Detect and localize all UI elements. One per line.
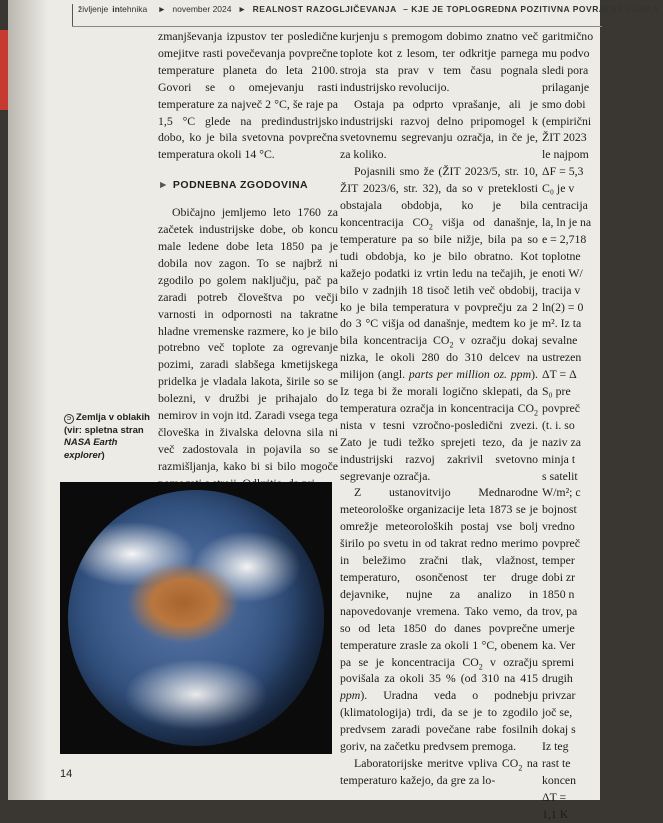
column-3-line: ΔT = Δ — [542, 367, 577, 382]
column-3-line: bojnost — [542, 502, 577, 517]
column-3-line: garitmično — [542, 29, 594, 43]
column-3-line: dokaj s — [542, 722, 576, 737]
column-3-line: koncen — [542, 772, 577, 787]
text-run: nista v tesni vzročno-posledični zvezi. Zato je tudi težko sprejeti tezo, da je industrijski razvoj zakrivil svetovno segrevanje ozračja. — [340, 417, 538, 483]
column-3-line: (empirični — [542, 113, 592, 128]
column-3-line: (t. i. so — [542, 417, 575, 432]
text-run: na temperaturo kažejo, da gre za lo- — [340, 755, 538, 787]
subscript: 2 — [518, 763, 523, 773]
magazine-name — [78, 4, 151, 14]
column-3-line: rast te — [542, 755, 571, 770]
column-3-line: minja t — [542, 451, 576, 466]
column-3-line: C₀ je v — [542, 181, 575, 196]
column-3-line: le najpom — [542, 147, 589, 162]
column-3-line: prilaganje — [542, 79, 590, 94]
caption-source: NASA Earth explorer — [64, 437, 118, 461]
running-header — [72, 4, 659, 27]
paragraph — [340, 163, 538, 484]
column-3-line: temper — [542, 553, 575, 568]
text-run: ). Iz tega bi že morali logično sklepati, da temperatura ozračja in koncentracija CO — [340, 367, 538, 415]
column-3-line: vredno — [542, 519, 575, 534]
issue-date: november 2024 — [172, 4, 232, 14]
header-separator: ► — [157, 4, 167, 14]
column-3-line: Iz teg — [542, 739, 569, 754]
paragraph: zmanjševanja izpustov ter posledične omejitve rasti povečevanja povprečne temperature planeta do leta 2100. Govori se o omejevanju rasti temperature za največ 2 °C, še raje pa 1,5 °C glede na predindustrijsko dobo, ko je bila svetovna povprečna temperatura okoli 14 °C. — [158, 29, 338, 162]
column-3-line: umerje — [542, 620, 575, 635]
magazine-name-italic: in — [112, 4, 120, 14]
adjacent-page-edge — [0, 30, 8, 110]
column-3-line: ŽIT 2023 — [542, 130, 587, 145]
earth-globe-image — [68, 490, 324, 746]
caption-text-end: ) — [101, 449, 105, 461]
column-3-line: sledi pora — [542, 62, 589, 77]
column-3-line: tracija v — [542, 282, 581, 297]
column-3-line: trov, pa — [542, 603, 578, 618]
italic-run: parts per million oz. ppm — [408, 367, 532, 382]
section-heading — [158, 177, 338, 194]
column-3-line: mu podvo — [542, 45, 590, 60]
column-3-line: joč se, — [542, 705, 573, 720]
paragraph — [340, 755, 538, 789]
column-3-line: naziv za — [542, 434, 581, 449]
column-3-line: 1,1 K — [542, 806, 569, 821]
column-1 — [158, 28, 338, 492]
article-subtitle: – KJE JE TOPLOGREDNA POZITIVNA POVRATNA ZANKA — [403, 4, 659, 14]
subscript: 2 — [478, 661, 483, 671]
text-run: ). Uradna veda o podnebju (klimatologija) trdi, da se je to zgodilo predvsem zaradi povečane rabe fosilnih goriv, na začetku predvsem premoga. — [340, 688, 538, 754]
page-number: 14 — [60, 768, 73, 780]
column-3-line: S₀ pre — [542, 384, 571, 399]
text-run: višja od današnje, temperature pa so bile nižje, bila pa so tudi obdobja, ko je bilo obratno. Kot kažejo podatki iz vrtin ledu na tečajih, je bilo v zadnjih 18 tisoč letih več obdobij, ko je bila temperatura v povprečju za 2 do 3 °C višja od današnje, medtem ko je bila koncentracija CO — [340, 214, 538, 348]
subscript: 2 — [534, 408, 538, 418]
column-3-line: centracija — [542, 198, 588, 213]
column-3-line: povpreč — [542, 400, 580, 415]
text-run: Laboratorijske meritve vpliva CO — [354, 755, 519, 770]
caption-icon: ⊃ — [64, 414, 74, 424]
text-run: Pojasnili smo že (ŽIT 2023/5, str. 10, ŽIT 2023/6, str. 32), da so v preteklosti obstajala obdobja, ko je bila koncentracija CO — [340, 164, 538, 229]
text-run: v ozračju dokaj nizka, le okoli 280 do 310 delcev na milijon (angl. — [340, 333, 538, 382]
column-3-line: 1850 n — [542, 586, 575, 601]
column-3-cropped — [542, 28, 608, 823]
column-3-line: la, ln je na — [542, 214, 592, 229]
column-3-line: enoti W/ — [542, 265, 583, 280]
section-heading-text: PODNEBNA ZGODOVINA — [172, 179, 309, 192]
column-2 — [340, 28, 538, 789]
paragraph: Ostaja pa odprto vprašanje, ali je industrijski razvoj delno pripomogel k svetovnemu segrevanju ozračja, in če je, za koliko. — [340, 96, 538, 162]
header-separator: ► — [237, 4, 247, 14]
magazine-name-part: tehnika — [119, 4, 148, 14]
column-3-line: e = 2,718 — [542, 231, 587, 246]
magazine-page — [8, 0, 659, 821]
column-3-line: dobi zr — [542, 570, 576, 584]
column-3-line: ln(2) = 0 — [542, 299, 584, 314]
subscript: 2 — [428, 222, 433, 232]
column-3-line: ΔT = — [542, 789, 567, 804]
figure-caption — [64, 412, 156, 462]
article-title: REALNOST RAZOGLJIČEVANJA — [252, 4, 397, 14]
column-3-line: ustrezen — [542, 350, 582, 365]
text-run: Z ustanovitvijo Mednarodne meteorološke organizacije leta 1873 se je omrežje meteoroloških postaj vse bolj širilo po svetu in od takrat redno merimo in beležimo zračni tlak, vlažnost, temperaturo, osončenost ter druge dejavnike, nujne za analizo in napovedovanje vremena. Tako vemo, da so od leta 1850 do danes povprečne temperature zrasle za okoli 1 °C, obenem pa se je koncentracija CO — [340, 485, 538, 669]
paragraph: kurjenju s premogom dobimo znatno več toplote kot z lesom, ter odkritje parnega stroja sta prav v tem času pognala industrijsko revolucijo. — [340, 29, 538, 94]
italic-run: ppm — [340, 688, 361, 703]
column-3-line: sevalne — [542, 333, 578, 348]
page-gutter-shadow — [8, 0, 48, 800]
column-3-line: s satelit — [542, 468, 578, 483]
column-3-line: W/m²; c — [542, 485, 581, 500]
earth-photo — [60, 482, 332, 754]
paragraph: Običajno jemljemo leto 1760 za začetek industrijske dobe, ob koncu male ledene dobe leta 1850 pa je dobila nov zagon. To se najbrž ni zgodilo po golem naključju, pač pa zaradi potreb človeštva po večji varnosti in odpornosti na takratne hladne vremenske razmere, ko je bilo potrebno več toplote za ogrevanje pozimi, zaradi slabšega kmetijskega pridelka je vladala lakota, širile so se bolezni, v družbi je prihajalo do nemirov in vojn itd. Zaradi vsega tega človeška in živalska delovna sila ni več zadostovala in pojavila so se razmišljanja, kako bi si bilo mogoče — [158, 205, 338, 473]
column-3-line: toplotne — [542, 248, 581, 263]
column-3-line: smo dobi — [542, 96, 586, 111]
column-3-line: spremi — [542, 654, 575, 669]
column-3-line: drugih — [542, 671, 573, 686]
triangle-icon: ► — [158, 179, 169, 192]
paragraph — [340, 484, 538, 755]
subscript: 2 — [449, 340, 454, 350]
column-3-line: privzar — [542, 688, 576, 703]
column-3-line: ka. Ver — [542, 637, 576, 652]
column-3-line: ΔF = 5,3 — [542, 164, 584, 179]
text-run: v ozračju povišala za okoli 35 % (od 310 na 415 — [340, 654, 538, 686]
caption-text: Zemlja v oblakih (vir: spletna stran — [64, 412, 150, 436]
column-3-line: povpreč — [542, 536, 580, 551]
magazine-name-part: življenje — [78, 4, 109, 14]
column-3-line: m². Iz ta — [542, 316, 582, 331]
